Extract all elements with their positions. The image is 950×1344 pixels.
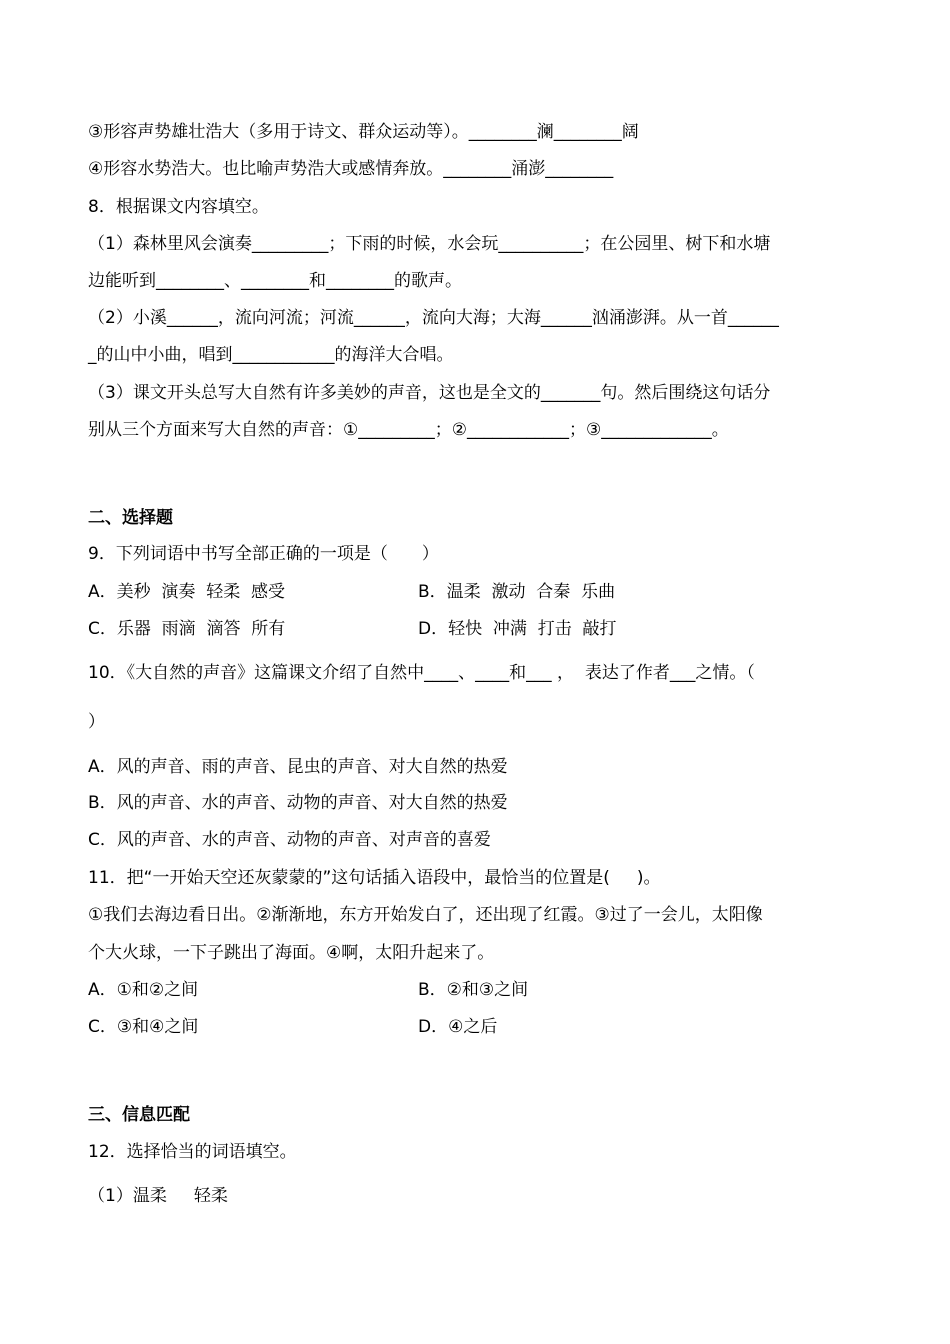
q10-option-b: B．风的声音、水的声音、动物的声音、对大自然的热爱 [88, 793, 508, 813]
q7-item-4: ④形容水势浩大。也比喻声势浩大或感情奔放。________涌澎________ [88, 159, 614, 179]
q8-part1-line2: 边能听到________、________和________的歌声。 [88, 271, 462, 291]
q10-option-c: C．风的声音、水的声音、动物的声音、对声音的喜爱 [88, 830, 491, 850]
q11-stem: 11．把“一开始天空还灰蒙蒙的”这句话插入语段中，最恰当的位置是( )。 [88, 868, 661, 888]
q7-item-3: ③形容声势雄壮浩大（多用于诗文、群众运动等）。________澜________阔 [88, 122, 639, 142]
q11-option-b: B．②和③之间 [418, 980, 529, 1000]
q11-option-a: A．①和②之间 [88, 980, 199, 1000]
q8-part2-line1: （2）小溪______，流向河流；河流______，流向大海；大海______汹涌澎湃。从一首______ [88, 308, 779, 328]
q10-stem: 10．《大自然的声音》这篇课文介绍了自然中____、____和___ ， 表达了作者___之情。（ [88, 663, 755, 683]
q11-passage-line2: 个大火球，一下子跳出了海面。④啊，太阳升起来了。 [88, 943, 495, 963]
q11-option-c: C．③和④之间 [88, 1017, 199, 1037]
q12-stem: 12．选择恰当的词语填空。 [88, 1142, 297, 1162]
q9-option-d: D．轻快 冲满 打击 敲打 [418, 619, 617, 639]
q12-part1: （1）温柔 轻柔 [88, 1186, 228, 1206]
q11-passage-line1: ①我们去海边看日出。②渐渐地，东方开始发白了，还出现了红霞。③过了一会儿，太阳像 [88, 905, 763, 925]
q8-part1-line1: （1）森林里风会演奏_________；下雨的时候，水会玩__________；在公园里、树下和水塘 [88, 234, 771, 254]
q10-stem-close: ） [88, 712, 105, 732]
section-3-heading: 三、信息匹配 [88, 1105, 190, 1125]
q8-part3-line2: 别从三个方面来写大自然的声音：①_________；②____________；③_____________。 [88, 420, 729, 440]
q9-option-c: C．乐器 雨滴 滴答 所有 [88, 619, 286, 639]
q9-option-a: A．美秒 演奏 轻柔 感受 [88, 582, 286, 602]
q9-option-b: B．温柔 激动 合秦 乐曲 [418, 582, 616, 602]
q8-part3-line1: （3）课文开头总写大自然有许多美妙的声音，这也是全文的_______句。然后围绕这句话分 [88, 383, 771, 403]
q8-part2-line2: _的山中小曲，唱到____________的海洋大合唱。 [88, 345, 454, 365]
q8-title: 8．根据课文内容填空。 [88, 197, 269, 217]
q10-option-a: A．风的声音、雨的声音、昆虫的声音、对大自然的热爱 [88, 757, 508, 777]
section-2-heading: 二、选择题 [88, 508, 173, 528]
q9-stem: 9．下列词语中书写全部正确的一项是（ ） [88, 544, 439, 564]
q11-option-d: D．④之后 [418, 1017, 498, 1037]
